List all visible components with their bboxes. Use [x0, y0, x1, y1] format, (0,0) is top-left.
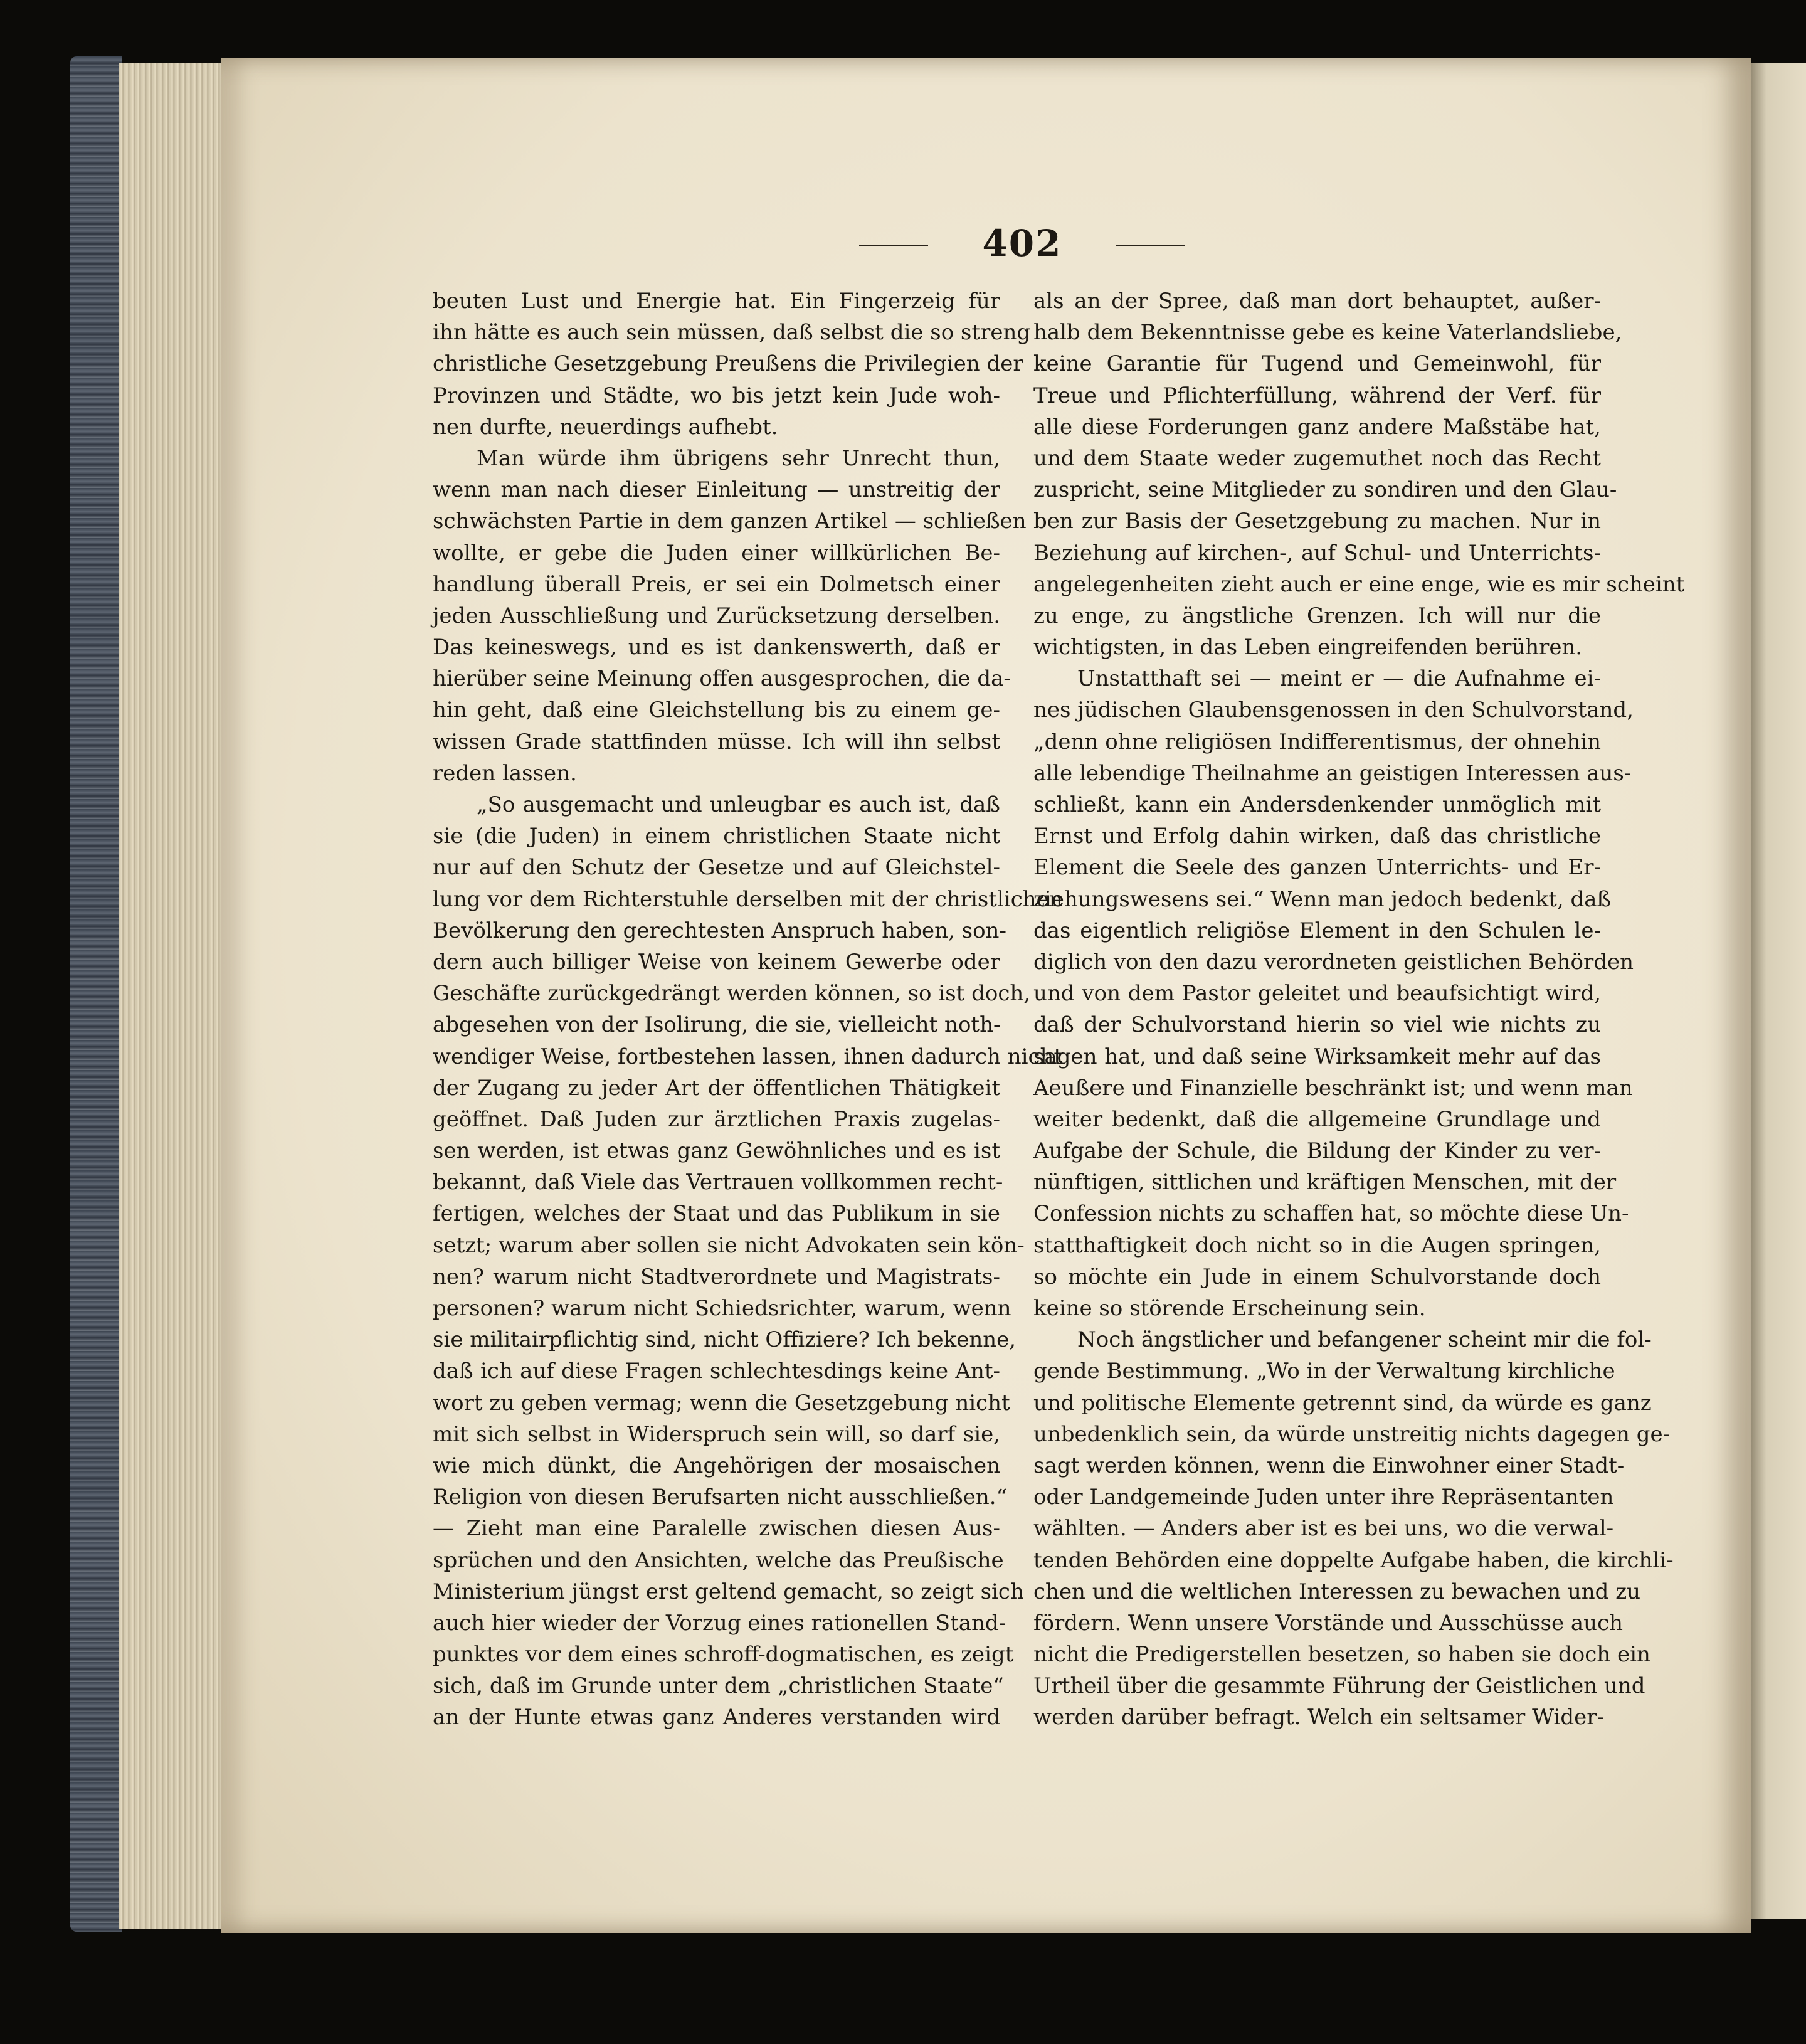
book-binding [70, 56, 122, 1932]
text-line: wollte, er gebe die Juden einer willkürlichen Be- [433, 540, 1000, 566]
text-line: jeden Ausschließung und Zurücksetzung derselben. [433, 603, 1000, 628]
text-line: Geschäfte zurückgedrängt werden können, so ist doch, [433, 981, 1031, 1007]
text-line: nes jüdischen Glaubensgenossen in den Schulvorstand, [1033, 697, 1634, 723]
text-line: wie mich dünkt, die Angehörigen der mosaischen [433, 1453, 1000, 1478]
text-line: Confession nichts zu schaffen hat, so möchte diese Un- [1033, 1201, 1629, 1227]
text-line: wort zu geben vermag; wenn die Gesetzgebung nicht [433, 1390, 1010, 1416]
text-line: setzt; warum aber sollen sie nicht Advokaten sein kön- [433, 1232, 1025, 1258]
facing-page-edge [1750, 63, 1806, 1919]
text-line: werden darüber befragt. Welch ein seltsamer Wider- [1033, 1705, 1604, 1730]
text-line: Ernst und Erfolg dahin wirken, daß das christliche [1033, 823, 1601, 849]
text-line: personen? warum nicht Schiedsrichter, warum, wenn [433, 1296, 1011, 1321]
page-header [859, 222, 1185, 265]
text-line: hin geht, daß eine Gleichstellung bis zu einem ge- [433, 697, 1000, 723]
text-line: bekannt, daß Viele das Vertrauen vollkommen recht- [433, 1170, 1003, 1195]
text-line: sen werden, ist etwas ganz Gewöhnliches und es ist [433, 1138, 1000, 1164]
text-line: reden lassen. [433, 760, 577, 786]
text-line: christliche Gesetzgebung Preußens die Privilegien der [433, 351, 1023, 377]
text-line: das eigentlich religiöse Element in den Schulen le- [1033, 918, 1601, 943]
text-line: Provinzen und Städte, wo bis jetzt kein Jude woh- [433, 383, 1000, 408]
text-line: auch hier wieder der Vorzug eines rationellen Stand- [433, 1610, 1006, 1636]
text-line: Aeußere und Finanzielle beschränkt ist; und wenn man [1033, 1075, 1633, 1101]
text-line: der Zugang zu jeder Art der öffentlichen Thätigkeit [433, 1075, 1000, 1101]
text-line: unbedenklich sein, da würde unstreitig nichts dagegen ge- [1033, 1421, 1671, 1447]
text-line: Treue und Pflichterfüllung, während der Verf. für [1033, 383, 1601, 408]
text-line: fördern. Wenn unsere Vorstände und Ausschüsse auch [1033, 1610, 1624, 1636]
text-column-right [1033, 285, 1685, 1734]
text-line: beuten Lust und Energie hat. Ein Fingerzeig für [433, 289, 1000, 314]
text-line: Das keineswegs, und es ist dankenswerth, daß er [433, 635, 1000, 660]
text-line: als an der Spree, daß man dort behauptet, außer- [1033, 289, 1601, 314]
text-line: daß ich auf diese Fragen schlechtesdings keine Ant- [433, 1358, 1000, 1384]
text-line: schwächsten Partie in dem ganzen Artikel — schließen [433, 509, 1027, 534]
text-line: Man würde ihm übrigens sehr Unrecht thun, [477, 445, 1000, 471]
text-line: geöffnet. Daß Juden zur ärztlichen Praxis zugelas- [433, 1106, 1000, 1132]
text-line: nur auf den Schutz der Gesetze und auf Gleichstel- [433, 855, 1000, 881]
text-line: sie (die Juden) in einem christlichen Staate nicht [433, 823, 1000, 849]
text-line: wenn man nach dieser Einleitung — unstreitig der [433, 477, 1000, 503]
text-line: oder Landgemeinde Juden unter ihre Repräsentanten [1033, 1485, 1614, 1510]
text-line: nünftigen, sittlichen und kräftigen Menschen, mit der [1033, 1170, 1617, 1195]
text-line: abgesehen von der Isolirung, die sie, vielleicht noth- [433, 1012, 1001, 1038]
text-line: Religion von diesen Berufsarten nicht ausschließen.“ [433, 1485, 1007, 1510]
header-rule-left [859, 245, 928, 246]
text-line: keine Garantie für Tugend und Gemeinwohl, für [1033, 351, 1601, 377]
text-line: Noch ängstlicher und befangener scheint mir die fol- [1077, 1327, 1652, 1353]
text-line: tenden Behörden eine doppelte Aufgabe haben, die kirchli- [1033, 1547, 1674, 1573]
text-line: Ministerium jüngst erst geltend gemacht, so zeigt sich [433, 1579, 1024, 1604]
text-line: halb dem Bekenntnisse gebe es keine Vaterlandsliebe, [1033, 320, 1622, 346]
text-line: gende Bestimmung. „Wo in der Verwaltung kirchliche [1033, 1358, 1615, 1384]
text-line: an der Hunte etwas ganz Anderes verstanden wird [433, 1705, 1000, 1730]
text-line: wählten. — Anders aber ist es bei uns, wo die verwal- [1033, 1516, 1614, 1542]
header-rule-right [1116, 245, 1185, 246]
text-line: und von dem Pastor geleitet und beaufsichtigt wird, [1033, 981, 1601, 1007]
text-line: „denn ohne religiösen Indifferentismus, der ohnehin [1033, 729, 1601, 755]
text-line: Unstatthaft sei — meint er — die Aufnahme ei- [1077, 666, 1601, 692]
text-line: und politische Elemente getrennt sind, da würde es ganz [1033, 1390, 1652, 1416]
text-line: wichtigsten, in das Leben eingreifenden berühren. [1033, 635, 1583, 660]
text-line: wendiger Weise, fortbestehen lassen, ihnen dadurch nicht [433, 1044, 1063, 1069]
text-line: Beziehung auf kirchen-, auf Schul- und Unterrichts- [1033, 540, 1601, 566]
text-line: nen? warum nicht Stadtverordnete und Magistrats- [433, 1264, 1000, 1289]
text-line: sie militairpflichtig sind, nicht Offiziere? Ich bekenne, [433, 1327, 1017, 1353]
text-line: chen und die weltlichen Interessen zu bewachen und zu [1033, 1579, 1641, 1604]
text-line: angelegenheiten zieht auch er eine enge, wie es mir scheint [1033, 571, 1685, 597]
text-line: fertigen, welches der Staat und das Publikum in sie [433, 1201, 1000, 1227]
text-line: sich, daß im Grunde unter dem „christlichen Staate“ [433, 1673, 1004, 1699]
text-line: ben zur Basis der Gesetzgebung zu machen. Nur in [1033, 509, 1601, 534]
text-line: dern auch billiger Weise von keinem Gewerbe oder [433, 949, 1000, 975]
text-line: Aufgabe der Schule, die Bildung der Kinder zu ver- [1033, 1138, 1601, 1164]
text-line: sagen hat, und daß seine Wirksamkeit mehr auf das [1033, 1044, 1601, 1069]
text-line: so möchte ein Jude in einem Schulvorstande doch [1033, 1264, 1601, 1289]
text-line: daß der Schulvorstand hierin so viel wie nichts zu [1033, 1012, 1601, 1038]
text-line: mit sich selbst in Widerspruch sein will, so darf sie, [433, 1421, 1000, 1447]
text-line: sprüchen und den Ansichten, welche das Preußische [433, 1547, 1004, 1573]
text-line: zuspricht, seine Mitglieder zu sondiren und den Glau- [1033, 477, 1617, 503]
text-line: zu enge, zu ängstliche Grenzen. Ich will nur die [1033, 603, 1601, 628]
text-line: lung vor dem Richterstuhle derselben mit der christlichen [433, 886, 1063, 912]
text-line: — Zieht man eine Paralelle zwischen diesen Aus- [433, 1516, 1000, 1542]
text-line: und dem Staate weder zugemuthet noch das Recht [1033, 445, 1601, 471]
text-line: sagt werden können, wenn die Einwohner einer Stadt- [1033, 1453, 1625, 1478]
text-column-left [433, 285, 1063, 1734]
text-line: ihn hätte es auch sein müssen, daß selbst die so streng [433, 320, 1031, 346]
text-line: alle diese Forderungen ganz andere Maßstäbe hat, [1033, 414, 1601, 440]
text-line: keine so störende Erscheinung sein. [1033, 1296, 1426, 1321]
text-line: ziehungswesens sei.“ Wenn man jedoch bedenkt, daß [1033, 886, 1612, 912]
text-line: Bevölkerung den gerechtesten Anspruch haben, son- [433, 918, 1006, 943]
text-line: handlung überall Preis, er sei ein Dolmetsch einer [433, 571, 1000, 597]
text-line: schließt, kann ein Andersdenkender unmöglich mit [1033, 792, 1601, 817]
text-line: alle lebendige Theilnahme an geistigen Interessen aus- [1033, 760, 1632, 786]
text-line: Element die Seele des ganzen Unterrichts- und Er- [1033, 855, 1601, 881]
text-line: hierüber seine Meinung offen ausgesprochen, die da- [433, 666, 1011, 692]
text-line: „So ausgemacht und unleugbar es auch ist, daß [477, 792, 1000, 817]
text-line: nen durfte, neuerdings aufhebt. [433, 414, 778, 440]
text-line: weiter bedenkt, daß die allgemeine Grundlage und [1033, 1106, 1601, 1132]
text-line: Urtheil über die gesammte Führung der Geistlichen und [1033, 1673, 1645, 1699]
text-line: wissen Grade stattfinden müsse. Ich will ihn selbst [433, 729, 1000, 755]
text-line: diglich von den dazu verordneten geistlichen Behörden [1033, 949, 1634, 975]
text-line: punktes vor dem eines schroff-dogmatischen, es zeigt [433, 1642, 1014, 1668]
text-line: nicht die Predigerstellen besetzen, so haben sie doch ein [1033, 1642, 1650, 1668]
text-line: statthaftigkeit doch nicht so in die Augen springen, [1033, 1232, 1601, 1258]
page-number: 402 [982, 222, 1062, 265]
page-edges [119, 63, 226, 1929]
